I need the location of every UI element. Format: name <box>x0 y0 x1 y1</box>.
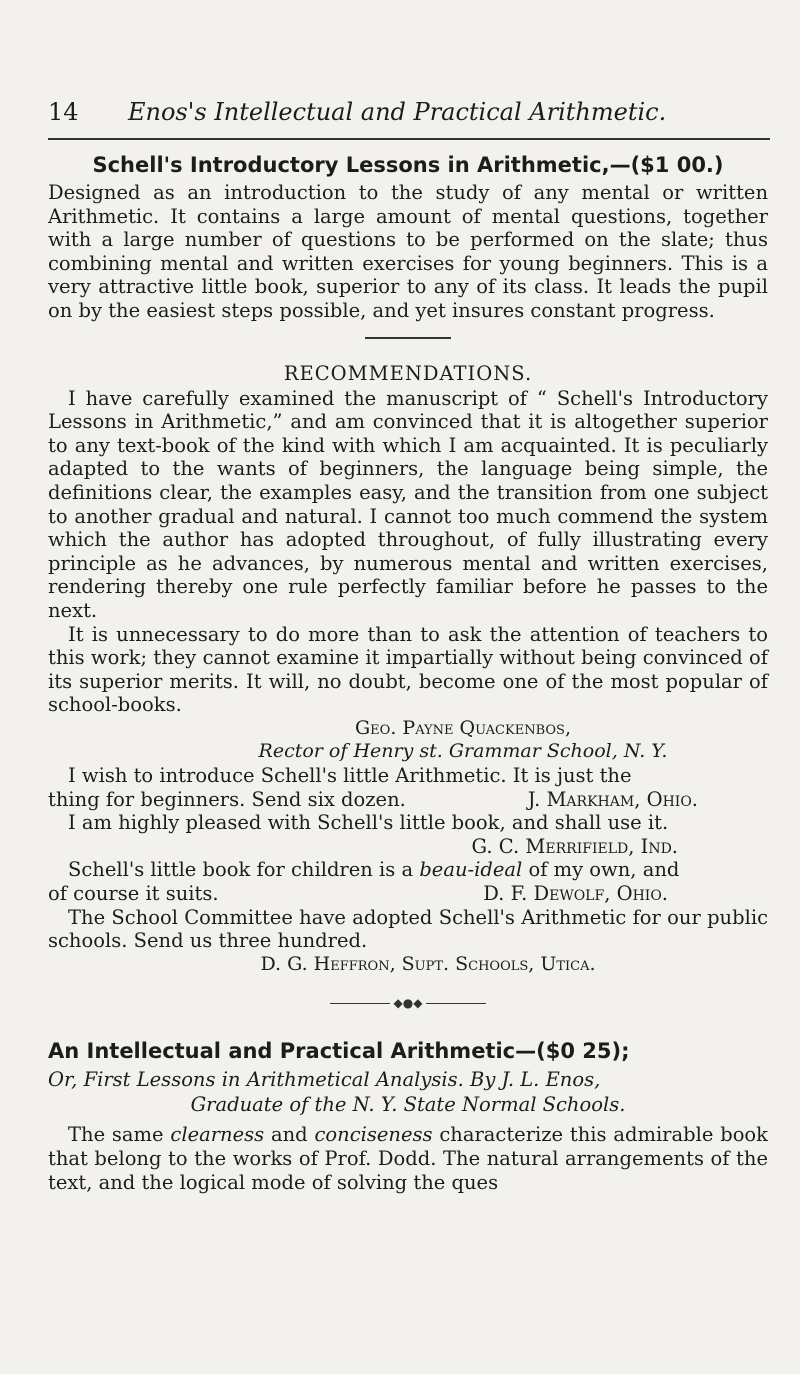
testimonial-3-signature: G. C. Merrifield, Ind. <box>471 834 678 858</box>
testimonial-4-signature: D. F. Dewolf, Ohio. <box>483 882 668 906</box>
section2-text-c: characterize this admirable book that belong to the works of Prof. Dodd. The natural arrangements of the text, and the logical mode of solving the ques <box>48 1123 768 1194</box>
section2-text-a: The same <box>68 1123 171 1147</box>
section2-subtitle-a: Or, First Lessons in Arithmetical Analysis. By J. L. Enos, <box>48 1068 601 1092</box>
testimonial-4-text-a: Schell's little book for children is a <box>68 858 420 882</box>
recommendation-para-2: It is unnecessary to do more than to ask the attention of teachers to this work; they cannot examine it impartially without being convinced of its superior merits. It will, no doubt, become one of the most popular of school-books. <box>48 622 768 717</box>
testimonial-4-text-c: of course it suits. <box>48 882 219 906</box>
section-divider <box>365 337 451 339</box>
section2-em-conciseness: conciseness <box>314 1123 433 1147</box>
section2-text-b: and <box>264 1123 315 1147</box>
recommendation-para-1: I have carefully examined the manuscript of “ Schell's Introductory Lessons in Arithmetic,” and am convinced that it is altogether superior to any text-book of the kind with which I am acquainted. It is peculiarly adapted to the wants of beginners, the language being simple, the definitions clear, the examples easy, and the transition from one subject to another gradual and natural. I cannot too much commend the system which the author has adopted throughout, of fully illustrating every principle as he advances, by numerous mental and written exercises, rendering thereby one rule perfectly familiar before he passes to the next. <box>48 386 768 622</box>
testimonial-2 <box>48 764 768 788</box>
ornament-divider: ◆●◆ <box>48 996 768 1010</box>
section1-title: Schell's Introductory Lessons in Arithmetic,—($1 00.) <box>92 153 724 177</box>
running-title: Enos's Intellectual and Practical Arithmetic. <box>128 98 667 126</box>
testimonial-4-emphasis: beau-ideal <box>419 858 523 882</box>
testimonial-4 <box>48 858 768 882</box>
testimonial-2-line2: thing for beginners. Send six dozen. <box>48 787 406 811</box>
header-rule <box>48 138 770 140</box>
section2-title: An Intellectual and Practical Arithmetic—($0 25); <box>48 1039 630 1064</box>
testimonial-2-line1: I wish to introduce Schell's little Arithmetic. It is just the <box>68 764 632 788</box>
section1-paragraph: Designed as an introduction to the study of any mental or written Arithmetic. It contains a large amount of mental questions, together with a large number of questions to be performed on the slate; thus combining mental and written exercises for young beginners. This is a very attractive little book, superior to any of its class. It leads the pupil on by the easiest steps possible, and yet insures constant progress. <box>48 181 768 322</box>
section2-subtitle-b: Graduate of the N. Y. State Normal Schools. <box>190 1093 626 1117</box>
testimonial-3-text: I am highly pleased with Schell's little book, and shall use it. <box>68 811 669 835</box>
testimonial-3 <box>48 811 768 835</box>
page-number: 14 <box>48 98 79 126</box>
testimonial-3-sig-line <box>48 835 768 859</box>
testimonial-4-sig-line <box>48 882 768 906</box>
recommendations-heading: RECOMMENDATIONS. <box>283 361 533 385</box>
testimonial-2-signature: J. Markham, Ohio. <box>527 787 698 811</box>
section2-paragraph <box>48 1123 768 1194</box>
page <box>48 98 768 1194</box>
testimonial-2-line <box>48 788 768 812</box>
signature-quackenbos-title: Rector of Henry st. Grammar School, N. Y. <box>258 740 668 763</box>
testimonial-5-signature: D. G. Heffron, Supt. Schools, Utica. <box>260 952 596 975</box>
section2-em-clearness: clearness <box>170 1123 265 1147</box>
running-head <box>48 98 768 126</box>
signature-quackenbos: Geo. Payne Quackenbos, <box>355 716 571 739</box>
testimonial-5-text: The School Committee have adopted Schell's Arithmetic for our public schools. Send us three hundred. <box>48 905 768 953</box>
testimonial-4-text-b: of my own, and <box>522 858 680 882</box>
